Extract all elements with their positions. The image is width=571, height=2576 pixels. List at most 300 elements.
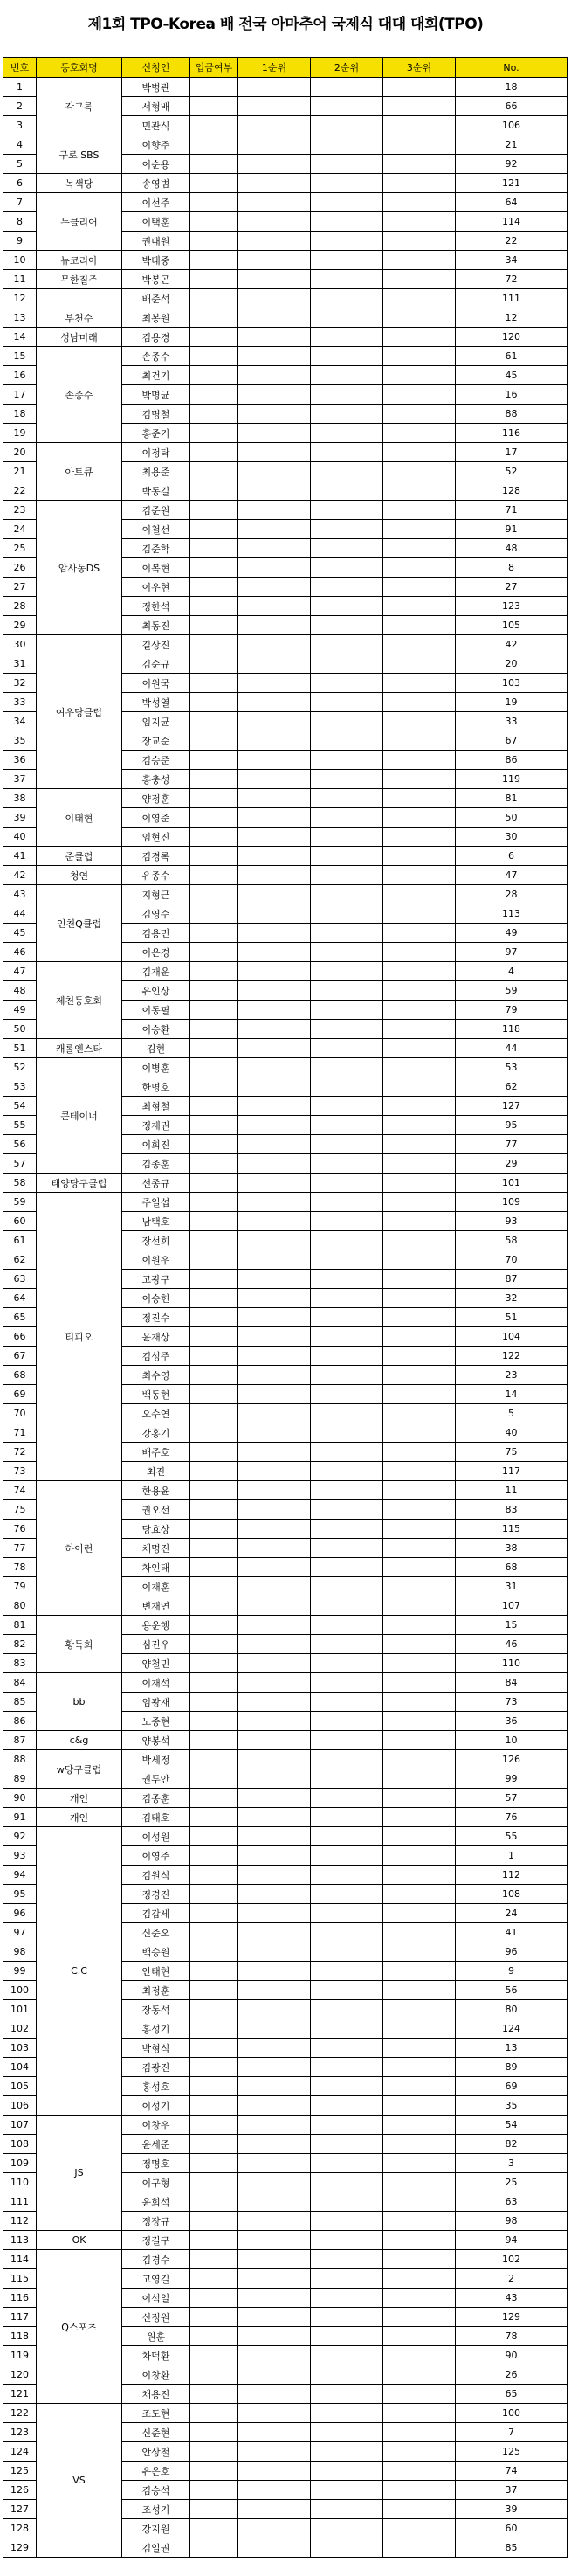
- draw-number: 24: [456, 1904, 568, 1923]
- draw-number: 114: [456, 212, 568, 232]
- applicant-name: 서형배: [122, 97, 190, 116]
- applicant-name: 조도현: [122, 2404, 190, 2423]
- payment-status: [190, 904, 238, 924]
- rank-3-cell: [383, 693, 456, 712]
- rank-2-cell: [311, 770, 383, 789]
- payment-status: [190, 1270, 238, 1289]
- entry-number: 35: [3, 731, 37, 751]
- rank-3-cell: [383, 2250, 456, 2269]
- applicant-name: 김승석: [122, 2481, 190, 2500]
- applicant-name: 채용진: [122, 2385, 190, 2404]
- rank-2-cell: [311, 578, 383, 597]
- rank-2-cell: [311, 1154, 383, 1174]
- rank-1-cell: [238, 328, 311, 347]
- rank-3-cell: [383, 2019, 456, 2039]
- applicant-name: 최동진: [122, 616, 190, 635]
- draw-number: 35: [456, 2096, 568, 2116]
- entry-number: 116: [3, 2289, 37, 2308]
- rank-1-cell: [238, 1097, 311, 1116]
- rank-3-cell: [383, 1750, 456, 1769]
- payment-status: [190, 2327, 238, 2346]
- payment-status: [190, 2000, 238, 2019]
- payment-status: [190, 1789, 238, 1808]
- entry-number: 75: [3, 1500, 37, 1520]
- entry-number: 72: [3, 1443, 37, 1462]
- applicant-name: 이재훈: [122, 1577, 190, 1596]
- rank-3-cell: [383, 1558, 456, 1577]
- rank-3-cell: [383, 193, 456, 212]
- rank-2-cell: [311, 232, 383, 251]
- entry-number: 102: [3, 2019, 37, 2039]
- draw-number: 112: [456, 1866, 568, 1885]
- applicant-name: 이병훈: [122, 1058, 190, 1077]
- rank-3-cell: [383, 1385, 456, 1404]
- rank-1-cell: [238, 789, 311, 808]
- rank-3-cell: [383, 1001, 456, 1020]
- rank-1-cell: [238, 1769, 311, 1789]
- payment-status: [190, 2462, 238, 2481]
- rank-1-cell: [238, 1423, 311, 1443]
- draw-number: 66: [456, 97, 568, 116]
- rank-2-cell: [311, 2289, 383, 2308]
- table-row: [3, 789, 568, 808]
- draw-number: 51: [456, 1308, 568, 1327]
- payment-status: [190, 308, 238, 328]
- rank-2-cell: [311, 943, 383, 962]
- payment-status: [190, 424, 238, 443]
- rank-1-cell: [238, 212, 311, 232]
- draw-number: 47: [456, 866, 568, 885]
- payment-status: [190, 405, 238, 424]
- rank-3-cell: [383, 1904, 456, 1923]
- rank-3-cell: [383, 1539, 456, 1558]
- entry-number: 114: [3, 2250, 37, 2269]
- applicant-name: 김일권: [122, 2538, 190, 2558]
- rank-3-cell: [383, 2212, 456, 2231]
- rank-1-cell: [238, 2096, 311, 2116]
- payment-status: [190, 885, 238, 904]
- club-name: 성남미래: [37, 328, 122, 347]
- club-name: 하이런: [37, 1481, 122, 1616]
- club-name: 녹색당: [37, 174, 122, 193]
- applicant-name: 이택훈: [122, 212, 190, 232]
- draw-number: 118: [456, 1020, 568, 1039]
- rank-1-cell: [238, 2000, 311, 2019]
- entry-number: 110: [3, 2173, 37, 2192]
- payment-status: [190, 808, 238, 828]
- applicant-name: 이승환: [122, 1020, 190, 1039]
- applicant-name: 변재연: [122, 1596, 190, 1616]
- entry-number: 89: [3, 1769, 37, 1789]
- entry-number: 83: [3, 1654, 37, 1673]
- payment-status: [190, 1231, 238, 1250]
- rank-3-cell: [383, 731, 456, 751]
- entry-number: 109: [3, 2154, 37, 2173]
- rank-1-cell: [238, 1654, 311, 1673]
- applicant-name: 이은경: [122, 943, 190, 962]
- applicant-name: 강지원: [122, 2519, 190, 2538]
- draw-number: 9: [456, 1962, 568, 1981]
- rank-1-cell: [238, 1616, 311, 1635]
- rank-1-cell: [238, 1308, 311, 1327]
- draw-number: 73: [456, 1693, 568, 1712]
- entry-number: 120: [3, 2365, 37, 2385]
- payment-status: [190, 1827, 238, 1846]
- draw-number: 121: [456, 174, 568, 193]
- draw-number: 6: [456, 847, 568, 866]
- table-row: [3, 635, 568, 654]
- payment-status: [190, 828, 238, 847]
- applicant-name: 이철선: [122, 520, 190, 539]
- payment-status: [190, 232, 238, 251]
- draw-number: 90: [456, 2346, 568, 2365]
- applicant-name: 신정원: [122, 2308, 190, 2327]
- payment-status: [190, 1654, 238, 1673]
- draw-number: 68: [456, 1558, 568, 1577]
- payment-status: [190, 385, 238, 405]
- rank-2-cell: [311, 2269, 383, 2289]
- rank-3-cell: [383, 1712, 456, 1731]
- rank-1-cell: [238, 1981, 311, 2000]
- draw-number: 107: [456, 1596, 568, 1616]
- rank-2-cell: [311, 328, 383, 347]
- draw-number: 105: [456, 616, 568, 635]
- rank-2-cell: [311, 2192, 383, 2212]
- payment-status: [190, 78, 238, 97]
- entry-number: 6: [3, 174, 37, 193]
- rank-3-cell: [383, 2154, 456, 2173]
- rank-1-cell: [238, 1481, 311, 1500]
- payment-status: [190, 1769, 238, 1789]
- rank-2-cell: [311, 828, 383, 847]
- rank-1-cell: [238, 2250, 311, 2269]
- rank-2-cell: [311, 1481, 383, 1500]
- draw-number: 76: [456, 1808, 568, 1827]
- rank-1-cell: [238, 1231, 311, 1250]
- applicant-name: 이창환: [122, 2365, 190, 2385]
- rank-3-cell: [383, 1866, 456, 1885]
- rank-1-cell: [238, 1923, 311, 1942]
- club-name: 누클리어: [37, 193, 122, 251]
- rank-1-cell: [238, 2231, 311, 2250]
- rank-1-cell: [238, 962, 311, 981]
- club-name: 구로 SBS: [37, 135, 122, 174]
- rank-3-cell: [383, 1154, 456, 1174]
- applicant-name: 심진우: [122, 1635, 190, 1654]
- table-row: [3, 1039, 568, 1058]
- draw-number: 33: [456, 712, 568, 731]
- payment-status: [190, 501, 238, 520]
- draw-number: 126: [456, 1750, 568, 1769]
- draw-number: 125: [456, 2442, 568, 2462]
- entry-number: 119: [3, 2346, 37, 2365]
- rank-1-cell: [238, 2462, 311, 2481]
- rank-2-cell: [311, 1135, 383, 1154]
- rank-3-cell: [383, 1500, 456, 1520]
- payment-status: [190, 1020, 238, 1039]
- draw-number: 117: [456, 1462, 568, 1481]
- rank-1-cell: [238, 1827, 311, 1846]
- payment-status: [190, 558, 238, 578]
- entry-number: 113: [3, 2231, 37, 2250]
- payment-status: [190, 1673, 238, 1693]
- draw-number: 119: [456, 770, 568, 789]
- payment-status: [190, 1942, 238, 1962]
- entry-number: 60: [3, 1212, 37, 1231]
- payment-status: [190, 1808, 238, 1827]
- rank-2-cell: [311, 808, 383, 828]
- draw-number: 111: [456, 289, 568, 308]
- entry-number: 20: [3, 443, 37, 462]
- rank-1-cell: [238, 1962, 311, 1981]
- table-row: [3, 1174, 568, 1193]
- applicant-name: 이원국: [122, 674, 190, 693]
- rank-3-cell: [383, 1462, 456, 1481]
- rank-1-cell: [238, 1885, 311, 1904]
- rank-2-cell: [311, 1654, 383, 1673]
- applicant-name: 손종수: [122, 347, 190, 366]
- draw-number: 12: [456, 308, 568, 328]
- payment-status: [190, 1750, 238, 1769]
- rank-3-cell: [383, 462, 456, 481]
- payment-status: [190, 1174, 238, 1193]
- rank-1-cell: [238, 2154, 311, 2173]
- applicant-name: 정재권: [122, 1116, 190, 1135]
- rank-3-cell: [383, 289, 456, 308]
- rank-1-cell: [238, 1001, 311, 1020]
- applicant-name: 이복현: [122, 558, 190, 578]
- rank-1-cell: [238, 443, 311, 462]
- draw-number: 39: [456, 2500, 568, 2519]
- rank-1-cell: [238, 1058, 311, 1077]
- applicant-name: 홍충성: [122, 770, 190, 789]
- draw-number: 18: [456, 78, 568, 97]
- rank-1-cell: [238, 462, 311, 481]
- rank-3-cell: [383, 2231, 456, 2250]
- rank-1-cell: [238, 2116, 311, 2135]
- draw-number: 87: [456, 1270, 568, 1289]
- rank-3-cell: [383, 1635, 456, 1654]
- applicant-name: 배준석: [122, 289, 190, 308]
- draw-number: 106: [456, 116, 568, 135]
- rank-1-cell: [238, 1270, 311, 1289]
- rank-3-cell: [383, 2289, 456, 2308]
- rank-2-cell: [311, 1270, 383, 1289]
- draw-number: 72: [456, 270, 568, 289]
- draw-number: 81: [456, 789, 568, 808]
- rank-1-cell: [238, 1327, 311, 1347]
- applicant-name: 송영범: [122, 174, 190, 193]
- payment-status: [190, 1289, 238, 1308]
- header-rank-1: 1순위: [238, 58, 311, 78]
- rank-1-cell: [238, 1135, 311, 1154]
- rank-1-cell: [238, 1289, 311, 1308]
- entry-number: 9: [3, 232, 37, 251]
- draw-number: 10: [456, 1731, 568, 1750]
- rank-1-cell: [238, 270, 311, 289]
- entry-number: 67: [3, 1347, 37, 1366]
- applicant-name: 박봉곤: [122, 270, 190, 289]
- entry-number: 82: [3, 1635, 37, 1654]
- rank-1-cell: [238, 2058, 311, 2077]
- rank-2-cell: [311, 866, 383, 885]
- draw-number: 124: [456, 2019, 568, 2039]
- table-row: [3, 193, 568, 212]
- table-row: [3, 135, 568, 155]
- payment-status: [190, 1596, 238, 1616]
- rank-2-cell: [311, 558, 383, 578]
- rank-3-cell: [383, 2462, 456, 2481]
- applicant-name: 김태호: [122, 1808, 190, 1827]
- applicant-name: 고영길: [122, 2269, 190, 2289]
- rank-2-cell: [311, 251, 383, 270]
- table-row: [3, 251, 568, 270]
- club-name: C.C: [37, 1827, 122, 2116]
- rank-1-cell: [238, 1154, 311, 1174]
- rank-3-cell: [383, 828, 456, 847]
- applicant-name: 이석일: [122, 2289, 190, 2308]
- header-rank-2: 2순위: [311, 58, 383, 78]
- rank-2-cell: [311, 405, 383, 424]
- entry-number: 76: [3, 1520, 37, 1539]
- rank-2-cell: [311, 1020, 383, 1039]
- draw-number: 19: [456, 693, 568, 712]
- draw-number: 98: [456, 2212, 568, 2231]
- rank-1-cell: [238, 1250, 311, 1270]
- rank-3-cell: [383, 2192, 456, 2212]
- draw-number: 61: [456, 347, 568, 366]
- applicant-name: 이원우: [122, 1250, 190, 1270]
- rank-1-cell: [238, 904, 311, 924]
- payment-status: [190, 731, 238, 751]
- entry-number: 28: [3, 597, 37, 616]
- rank-3-cell: [383, 924, 456, 943]
- entry-number: 127: [3, 2500, 37, 2519]
- rank-1-cell: [238, 193, 311, 212]
- rank-2-cell: [311, 1635, 383, 1654]
- applicant-name: 고광구: [122, 1270, 190, 1289]
- draw-number: 92: [456, 155, 568, 174]
- rank-1-cell: [238, 1039, 311, 1058]
- rank-3-cell: [383, 347, 456, 366]
- payment-status: [190, 1347, 238, 1366]
- draw-number: 8: [456, 558, 568, 578]
- applicant-name: 백승원: [122, 1942, 190, 1962]
- applicant-name: 조성기: [122, 2500, 190, 2519]
- applicant-name: 이우현: [122, 578, 190, 597]
- rank-3-cell: [383, 1923, 456, 1942]
- rank-1-cell: [238, 2269, 311, 2289]
- entry-number: 32: [3, 674, 37, 693]
- rank-3-cell: [383, 712, 456, 731]
- payment-status: [190, 2135, 238, 2154]
- rank-3-cell: [383, 1020, 456, 1039]
- entry-number: 53: [3, 1077, 37, 1097]
- applicant-name: 이정탁: [122, 443, 190, 462]
- rank-3-cell: [383, 1962, 456, 1981]
- entry-number: 78: [3, 1558, 37, 1577]
- payment-status: [190, 770, 238, 789]
- entry-number: 18: [3, 405, 37, 424]
- payment-status: [190, 847, 238, 866]
- entry-number: 101: [3, 2000, 37, 2019]
- rank-2-cell: [311, 289, 383, 308]
- entry-number: 52: [3, 1058, 37, 1077]
- table-row: [3, 78, 568, 97]
- rank-1-cell: [238, 2135, 311, 2154]
- draw-number: 16: [456, 385, 568, 405]
- entry-number: 88: [3, 1750, 37, 1769]
- applicant-name: 신준오: [122, 1923, 190, 1942]
- rank-3-cell: [383, 2385, 456, 2404]
- rank-3-cell: [383, 2500, 456, 2519]
- draw-number: 34: [456, 251, 568, 270]
- draw-number: 32: [456, 1289, 568, 1308]
- applicant-name: 양정훈: [122, 789, 190, 808]
- draw-number: 38: [456, 1539, 568, 1558]
- header-club: 동호회명: [37, 58, 122, 78]
- rank-1-cell: [238, 385, 311, 405]
- applicant-name: 이구형: [122, 2173, 190, 2192]
- rank-1-cell: [238, 885, 311, 904]
- rank-2-cell: [311, 674, 383, 693]
- entry-number: 45: [3, 924, 37, 943]
- rank-1-cell: [238, 981, 311, 1001]
- rank-2-cell: [311, 789, 383, 808]
- rank-2-cell: [311, 1423, 383, 1443]
- rank-1-cell: [238, 347, 311, 366]
- applicant-name: 이순용: [122, 155, 190, 174]
- draw-number: 15: [456, 1616, 568, 1635]
- header-number: 번호: [3, 58, 37, 78]
- rank-2-cell: [311, 981, 383, 1001]
- rank-2-cell: [311, 635, 383, 654]
- rank-2-cell: [311, 1116, 383, 1135]
- applicant-name: 박명균: [122, 385, 190, 405]
- draw-number: 129: [456, 2308, 568, 2327]
- entry-number: 57: [3, 1154, 37, 1174]
- entry-number: 21: [3, 462, 37, 481]
- rank-2-cell: [311, 2385, 383, 2404]
- rank-2-cell: [311, 2365, 383, 2385]
- rank-2-cell: [311, 2500, 383, 2519]
- payment-status: [190, 462, 238, 481]
- rank-3-cell: [383, 616, 456, 635]
- draw-number: 127: [456, 1097, 568, 1116]
- rank-1-cell: [238, 616, 311, 635]
- applicant-name: 이향주: [122, 135, 190, 155]
- entry-number: 42: [3, 866, 37, 885]
- payment-status: [190, 212, 238, 232]
- rank-2-cell: [311, 712, 383, 731]
- rank-1-cell: [238, 808, 311, 828]
- applicant-name: 김용경: [122, 328, 190, 347]
- payment-status: [190, 116, 238, 135]
- applicant-name: 강홍기: [122, 1423, 190, 1443]
- applicant-name: 정길구: [122, 2231, 190, 2250]
- rank-1-cell: [238, 424, 311, 443]
- rank-2-cell: [311, 1981, 383, 2000]
- applicant-name: 김원식: [122, 1866, 190, 1885]
- draw-number: 50: [456, 808, 568, 828]
- rank-3-cell: [383, 674, 456, 693]
- rank-1-cell: [238, 97, 311, 116]
- rank-3-cell: [383, 1327, 456, 1347]
- entry-number: 14: [3, 328, 37, 347]
- payment-status: [190, 1039, 238, 1058]
- table-row: [3, 328, 568, 347]
- rank-2-cell: [311, 135, 383, 155]
